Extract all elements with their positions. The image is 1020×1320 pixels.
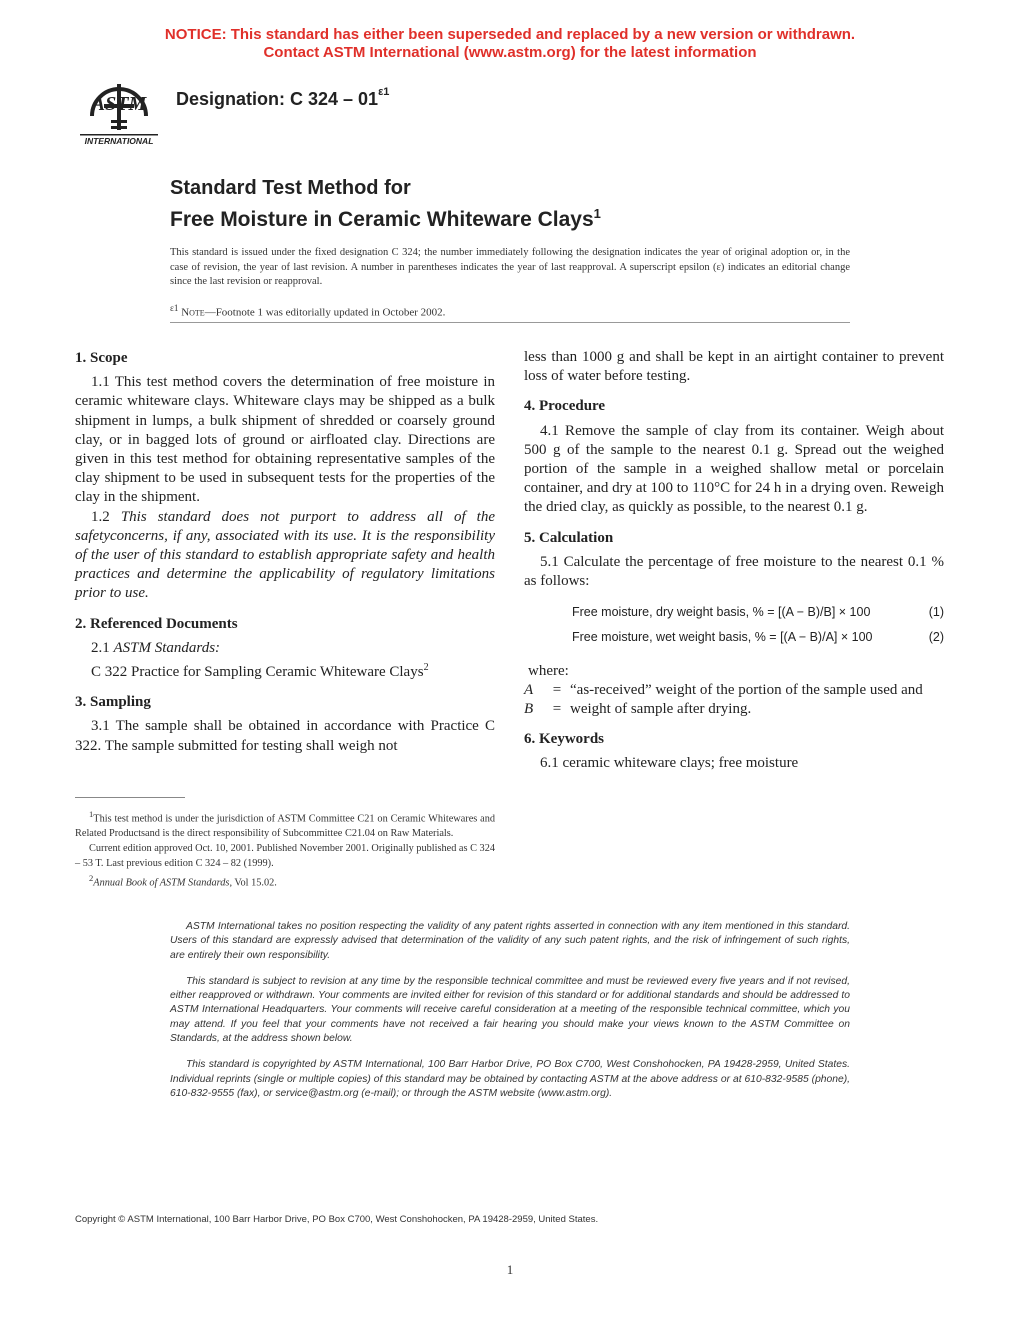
logo-text: ASTM: [91, 93, 147, 115]
note-text: —Footnote 1 was editorially updated in October 2002.: [204, 306, 446, 319]
equation-1: [524, 603, 944, 622]
equation-2: [524, 628, 944, 647]
editorial-note: [170, 303, 445, 319]
footnote-2-text: Vol 15.02.: [232, 877, 277, 889]
sampling-p1b: less than 1000 g and shall be kept in an airtight container to prevent loss of water before testing.: [524, 349, 944, 385]
note-sup: ε1: [170, 303, 179, 313]
note-label: Note: [181, 306, 205, 319]
referenced-heading: 2. Referenced Documents: [75, 615, 238, 632]
footnote-1: [75, 807, 495, 841]
title-line-1: Standard Test Method for: [170, 177, 411, 199]
sampling-heading: 3. Sampling: [75, 694, 151, 711]
designation: [176, 86, 390, 110]
issue-statement: This standard is issued under the fixed designation C 324; the number immediately following the designation indicates the year of original adoption or, in the case of revision, the year of last revision. A number in parentheses indicates the year of last reapproval. A superscript epsilon (ε) indicates an editorial change since the last revision or reapproval.: [170, 247, 850, 287]
title-line-2: Free Moisture in Ceramic Whiteware Clays: [170, 208, 594, 231]
referenced-doc: [75, 658, 495, 682]
equation-2-number: (2): [928, 630, 944, 645]
where-row-b: [524, 700, 944, 719]
keywords-heading: 6. Keywords: [524, 731, 604, 748]
scope-heading: 1. Scope: [75, 350, 128, 366]
designation-sup: ε1: [378, 86, 390, 98]
footnote-2-num: 2: [89, 873, 94, 884]
footnote-2: [75, 871, 495, 890]
scope-p2: [75, 508, 495, 604]
procedure-p1: 4.1 Remove the sample of clay from its container. Weigh about 500 g of the sample to the nearest 0.1 g. Spread out the weighed portion of the sample in a weighed shallow metal or porcelain container, and dry at 100 to 110°C for 24 h in a drying oven. Reweigh the dried clay, as quickly as possible, to the nearest 0.1 g.: [524, 422, 944, 516]
equation-2-text: Free moisture, wet weight basis, % = [(A − B)/A] × 100: [572, 630, 873, 645]
scope-p2-num: 1.2: [91, 508, 121, 525]
referenced-p1: [75, 639, 495, 658]
footnote-1b: Current edition approved Oct. 10, 2001. Published November 2001. Originally published as C 324 – 53 T. Last previous edition C 324 – 82 (1999).: [75, 843, 495, 870]
def-b: weight of sample after drying.: [570, 701, 752, 718]
scope-p1: 1.1 This test method covers the determination of free moisture in ceramic whiteware clays. Whiteware clays may be shipped as a bulk shipment in lumps, a bulk shipment of shredded or coarsely ground clay, or in bagged lots of ground or airfloated clay. Directions are given in this test method for obtaining representative samples of the clay shipment to be used in subsequent tests for the properties of the clay in the shipment.: [75, 374, 495, 506]
notice-banner: [0, 26, 1020, 62]
notice-line-2: Contact ASTM International (www.astm.org) for the latest information: [263, 44, 757, 61]
footnote-1-num: 1: [89, 809, 94, 819]
keywords-p1: 6.1 ceramic whiteware clays; free moisture: [540, 755, 799, 772]
disclaimer-copyright: This standard is copyrighted by ASTM International, 100 Barr Harbor Drive, PO Box C700, West Conshohocken, PA 19428-2959, United States. Individual reprints (single or multiple copies) of this standard may be obtained by contacting ASTM at the above address or at 610-832-9585 (phone), 610-832-9555 (fax), or service@astm.org (e-mail); or through the ASTM website (www.astm.org).: [170, 1059, 850, 1099]
where-row-a: [524, 681, 944, 700]
equation-1-number: (1): [928, 605, 944, 620]
var-a-equals: =: [552, 681, 562, 698]
logo-subtext: INTERNATIONAL: [84, 136, 154, 146]
page-number: 1: [506, 1262, 514, 1277]
astm-logo-icon: [78, 76, 160, 148]
def-a: “as-received” weight of the portion of the sample used and: [570, 681, 923, 698]
referenced-doc-text: C 322 Practice for Sampling Ceramic Whiteware Clays: [91, 664, 424, 681]
var-b: B: [524, 701, 534, 718]
scope-p2-text: This standard does not purport to address all of the safetyconcerns, if any, associated with its use. It is the responsibility of the user of this standard to establish appropriate safety and health practices and determine the applicability of regulatory limitations prior to use.: [75, 508, 496, 602]
footnotes: [75, 807, 495, 891]
astm-logo: [78, 76, 160, 148]
copyright-line: Copyright © ASTM International, 100 Barr Harbor Drive, PO Box C700, West Conshohocken, PA 19428-2959, United States.: [75, 1214, 599, 1225]
document-title: [170, 175, 601, 233]
referenced-doc-sup: 2: [423, 662, 429, 674]
referenced-p1-text: ASTM Standards:: [113, 639, 221, 656]
right-column: [524, 348, 944, 774]
referenced-p1-num: 2.1: [91, 639, 114, 656]
note-divider: [170, 322, 850, 323]
footnote-1-text: This test method is under the jurisdiction of ASTM Committee C21 on Ceramic Whitewares and Related Productsand is the direct responsibility of Subcommittee C21.04 on Raw Materials.: [75, 813, 495, 840]
disclaimer-revision: This standard is subject to revision at any time by the responsible technical committee and must be reviewed every five years and if not revised, either reapproved or withdrawn. Your comments are invited either for revision of this standard or for additional standards and should be addressed to ASTM International Headquarters. Your comments will receive careful consideration at a meeting of the responsible technical committee, which you may attend. If you feel that your comments have not received a fair hearing you should make your views known to the ASTM Committee on Standards, at the address shown below.: [170, 975, 850, 1045]
procedure-heading: 4. Procedure: [524, 398, 606, 415]
calculation-p1: 5.1 Calculate the percentage of free moisture to the nearest 0.1 % as follows:: [524, 553, 944, 590]
var-b-equals: =: [552, 701, 562, 718]
equation-1-text: Free moisture, dry weight basis, % = [(A − B)/B] × 100: [572, 605, 871, 620]
where-label: where:: [528, 662, 569, 679]
left-column: [75, 349, 495, 756]
designation-label: Designation: C 324 – 01: [176, 89, 379, 109]
footnote-2-title: Annual Book of ASTM Standards,: [93, 877, 233, 889]
footnote-divider: [75, 797, 185, 798]
disclaimer-patent: ASTM International takes no position respecting the validity of any patent rights asserted in connection with any item mentioned in this standard. Users of this standard are expressly advised that determination of the validity of any such patent rights, and the risk of infringement of such rights, are entirely their own responsibility.: [170, 921, 850, 961]
title-sup: 1: [593, 206, 601, 221]
disclaimers: [170, 920, 850, 1113]
sampling-p1a: 3.1 The sample shall be obtained in accordance with Practice C 322. The sample submitted for testing shall weigh not: [75, 718, 495, 754]
var-a: A: [524, 681, 534, 698]
calculation-heading: 5. Calculation: [524, 529, 614, 546]
notice-line-1: NOTICE: This standard has either been superseded and replaced by a new version or withdrawn.: [164, 26, 856, 43]
